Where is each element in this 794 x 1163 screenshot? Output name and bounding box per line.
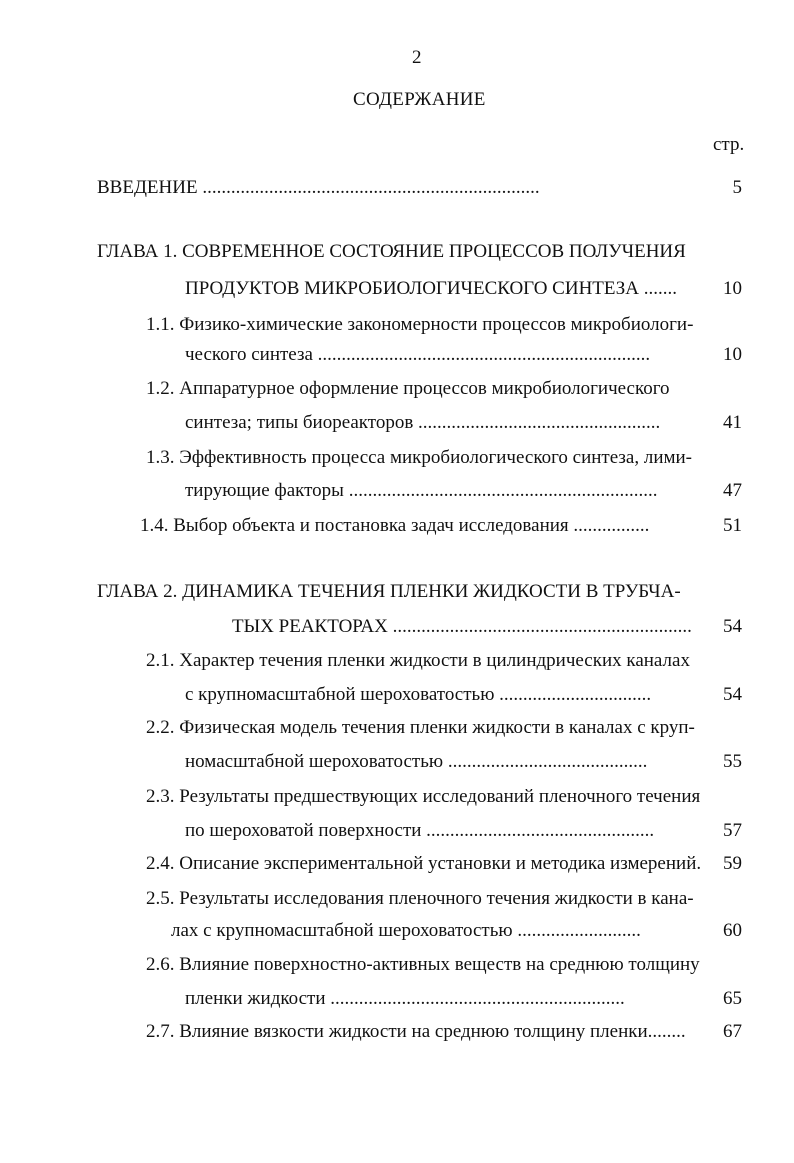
toc-intro-page: 5 [732,177,742,198]
toc-section-1-4-page: 51 [723,515,742,536]
toc-section-2-5-page: 60 [723,920,742,941]
contents-title: СОДЕРЖАНИЕ [353,89,486,110]
toc-section-2-6-page: 65 [723,988,742,1009]
toc-section-2-2-cont: номасштабной шероховатостью .......................................... [185,751,648,772]
toc-section-1-3-cont: тирующие факторы ................................................................. [185,480,658,501]
page-number: 2 [412,47,422,68]
toc-section-1-3: 1.3. Эффективность процесса микробиологического синтеза, лими- [146,447,692,468]
toc-section-1-2-cont: синтеза; типы биореакторов ................................................... [185,412,661,433]
toc-section-2-3: 2.3. Результаты предшествующих исследований пленочного течения [146,786,701,807]
toc-section-2-5-cont: лах с крупномасштабной шероховатостью .......................... [171,920,641,941]
toc-section-2-4: 2.4. Описание экспериментальной установки и методика измерений. [146,853,702,874]
toc-section-1-4: 1.4. Выбор объекта и постановка задач исследования ................ [140,515,650,536]
toc-chapter2-title-cont: ТЫХ РЕАКТОРАХ ............................................................... [232,616,692,637]
toc-section-2-3-page: 57 [723,820,742,841]
toc-chapter2-page: 54 [723,616,742,637]
toc-section-2-1-cont: с крупномасштабной шероховатостью ................................ [185,684,652,705]
toc-section-1-1-cont: ческого синтеза ...................................................................... [185,344,651,365]
toc-chapter1-title-cont: ПРОДУКТОВ МИКРОБИОЛОГИЧЕСКОГО СИНТЕЗА ....... [185,278,677,299]
toc-section-2-1-page: 54 [723,684,742,705]
toc-section-2-4-page: 59 [723,853,742,874]
toc-section-2-6: 2.6. Влияние поверхностно-активных веществ на среднюю толщину [146,954,700,975]
toc-section-1-1-page: 10 [723,344,742,365]
toc-section-1-3-page: 47 [723,480,742,501]
toc-section-2-7-page: 67 [723,1021,742,1042]
toc-section-2-1: 2.1. Характер течения пленки жидкости в цилиндрических каналах [146,650,690,671]
toc-chapter1-page: 10 [723,278,742,299]
toc-section-1-1: 1.1. Физико-химические закономерности процессов микробиологи- [146,314,694,335]
toc-chapter2-title: ГЛАВА 2. ДИНАМИКА ТЕЧЕНИЯ ПЛЕНКИ ЖИДКОСТИ В ТРУБЧА- [97,581,681,602]
toc-section-1-2-page: 41 [723,412,742,433]
toc-section-2-3-cont: по шероховатой поверхности ................................................ [185,820,655,841]
toc-section-2-7: 2.7. Влияние вязкости жидкости на среднюю толщину пленки........ [146,1021,686,1042]
toc-chapter1-title: ГЛАВА 1. СОВРЕМЕННОЕ СОСТОЯНИЕ ПРОЦЕССОВ ПОЛУЧЕНИЯ [97,241,686,262]
toc-section-2-5: 2.5. Результаты исследования пленочного течения жидкости в кана- [146,888,694,909]
toc-section-1-2: 1.2. Аппаратурное оформление процессов микробиологического [146,378,670,399]
toc-section-2-2: 2.2. Физическая модель течения пленки жидкости в каналах с круп- [146,717,695,738]
page-column-label: стр. [713,134,745,155]
toc-intro-text: ВВЕДЕНИЕ ....................................................................... [97,177,540,198]
toc-section-2-2-page: 55 [723,751,742,772]
toc-section-2-6-cont: пленки жидкости .............................................................. [185,988,625,1009]
